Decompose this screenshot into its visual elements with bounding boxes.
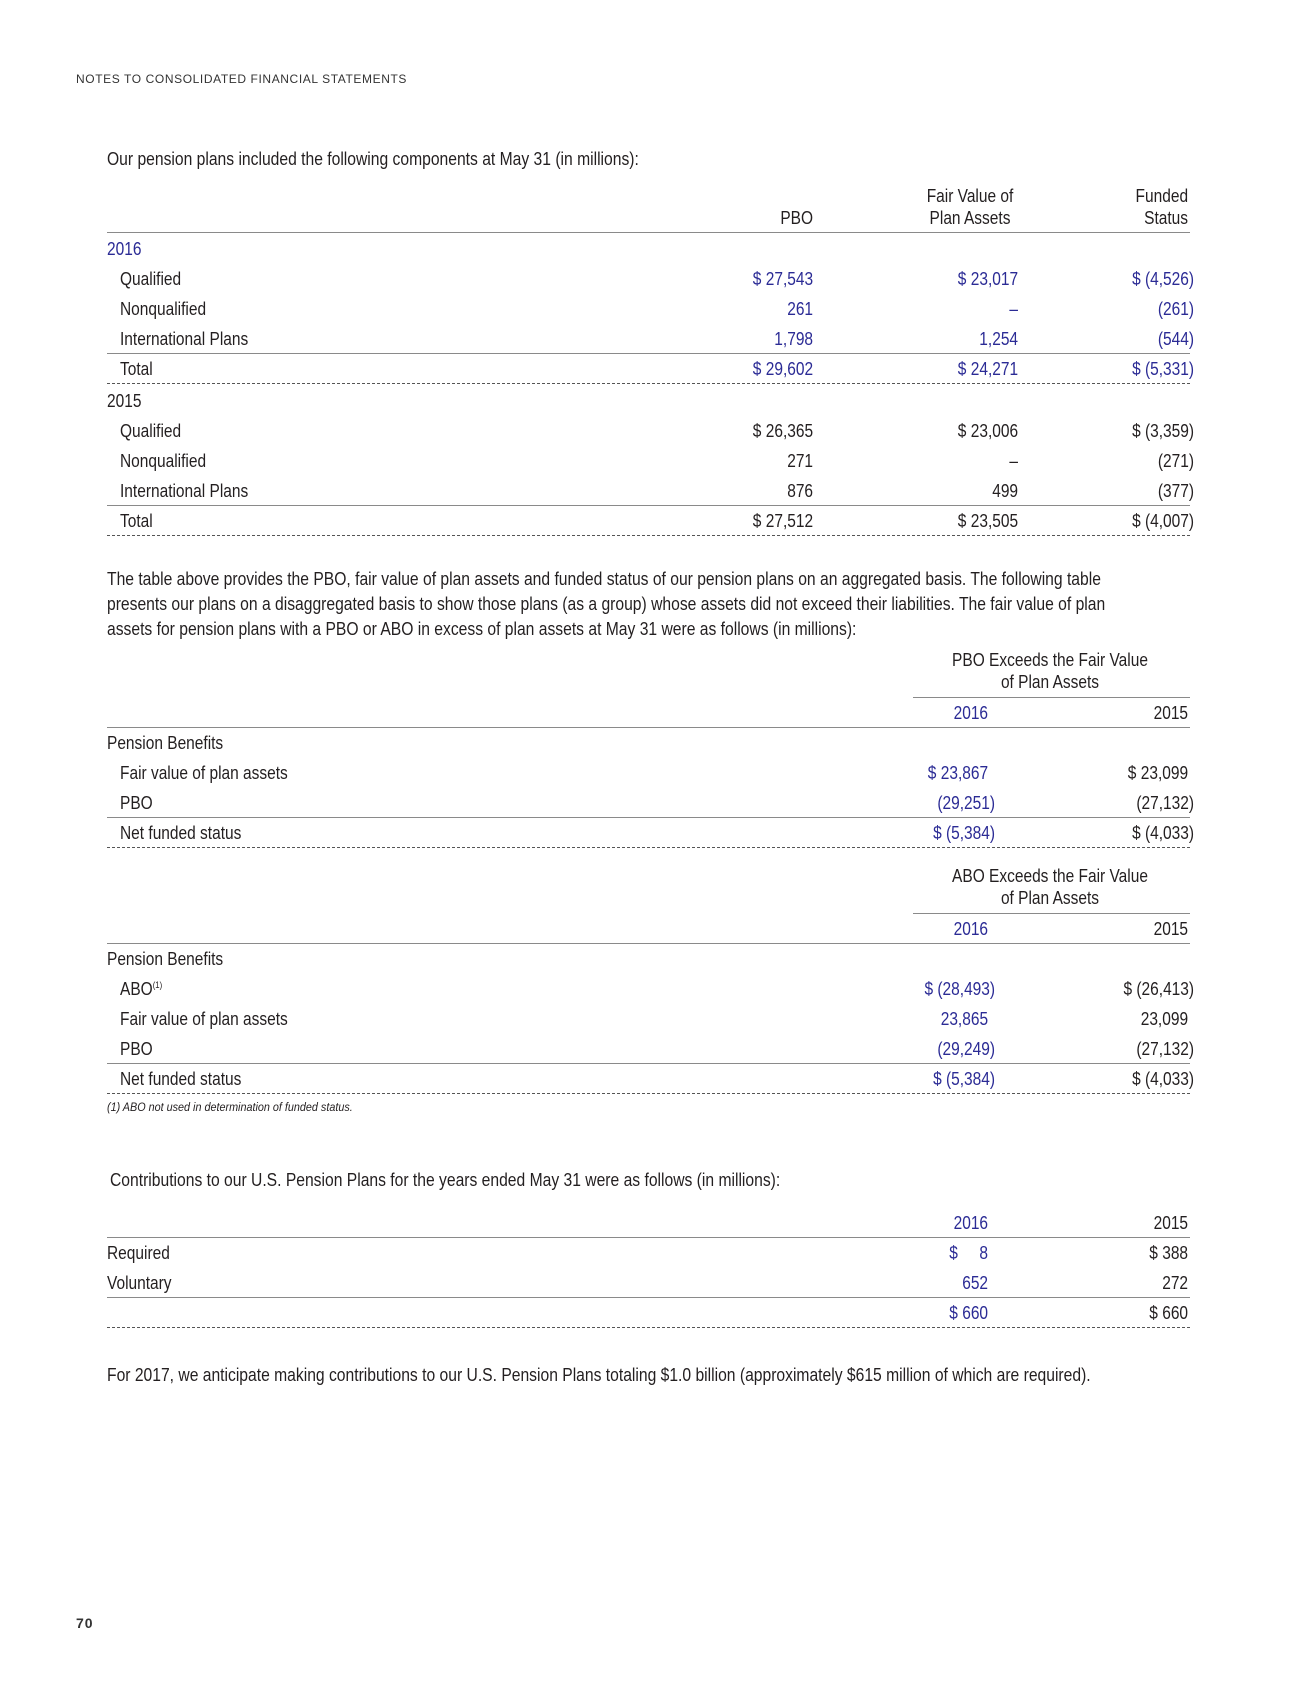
col-header-fv-line2: Plan Assets [929,208,1011,228]
row-label: Fair value of plan assets [120,1009,288,1029]
row-label: Nonqualified [120,451,207,471]
pbo-value: 1,798 [774,329,813,349]
value-2016: $ 8 [949,1243,988,1263]
fv-value: $ 23,006 [957,421,1018,441]
value-2016-total: $ 660 [949,1303,988,1323]
col-header-2015: 2015 [1153,1213,1188,1233]
table3-header-rule [913,913,1190,914]
total-dashed-rule [107,1327,1190,1328]
value-2016-total: $ (5,384) [933,1069,995,1089]
fs-value: (271) [1157,451,1194,471]
table2-column-rule [107,727,1190,728]
value-2016: $ (28,493) [924,979,995,999]
value-2015: $ 388 [1149,1243,1188,1263]
value-2015: (27,132) [1136,1039,1194,1059]
row-label: Qualified [120,421,182,441]
value-2015-total: $ (4,033) [1132,1069,1194,1089]
fv-value: 499 [992,481,1018,501]
col-header-2016: 2016 [953,703,988,723]
row-label-total: Net funded status [120,1069,242,1089]
subtotal-rule [107,1297,1190,1298]
row-label: Fair value of plan assets [120,763,288,783]
pbo-value: $ 26,365 [752,421,813,441]
row-label: Required [107,1243,170,1263]
total-dashed-rule [107,383,1190,384]
footnote-marker: (1) [152,980,163,990]
value-2015: $ 23,099 [1127,763,1188,783]
fv-value: – [1009,451,1018,471]
fv-value: $ 23,017 [957,269,1018,289]
value-2015: 23,099 [1140,1009,1188,1029]
col-header-fv-line1: Fair Value of [926,186,1014,206]
value-2015: $ (26,413) [1123,979,1194,999]
fs-value: $ (4,526) [1132,269,1194,289]
year-label-2015: 2015 [107,391,142,411]
page-number: 70 [76,1615,94,1631]
row-label: Qualified [120,269,182,289]
running-header: NOTES TO CONSOLIDATED FINANCIAL STATEMENTS [76,72,408,86]
pbo-value: $ 27,543 [752,269,813,289]
fs-value: (377) [1157,481,1194,501]
fs-value: (544) [1157,329,1194,349]
col-header-2015: 2015 [1153,919,1188,939]
value-2016: $ 23,867 [927,763,988,783]
value-2016: 652 [962,1273,988,1293]
value-2015-total: $ 660 [1149,1303,1188,1323]
table2-header-line2: of Plan Assets [1000,672,1100,692]
fs-value: (261) [1157,299,1194,319]
col-header-fs-line2: Status [1144,208,1188,228]
col-header-2016: 2016 [953,919,988,939]
section-label: Pension Benefits [107,733,224,753]
row-label: PBO [120,793,153,813]
table3-column-rule [107,943,1190,944]
row-label-abo [120,979,162,1000]
fs-value: $ (3,359) [1132,421,1194,441]
subtotal-rule [107,1063,1190,1064]
pbo-value: 271 [787,451,813,471]
paragraph-line: assets for pension plans with a PBO or ABO in excess of plan assets at May 31 were as follows (in millions): [107,619,857,639]
col-header-2015: 2015 [1153,703,1188,723]
paragraph-line: The table above provides the PBO, fair value of plan assets and funded status of our pension plans on an aggregated basis. The following table [107,569,1101,589]
table4-column-rule [107,1237,1190,1238]
abo-label: ABO [120,979,153,999]
row-label-total: Net funded status [120,823,242,843]
pbo-value: 261 [787,299,813,319]
col-header-fs-line1: Funded [1135,186,1188,206]
total-dashed-rule [107,535,1190,536]
pbo-total: $ 27,512 [752,511,813,531]
fv-total: $ 24,271 [957,359,1018,379]
row-label: Nonqualified [120,299,207,319]
table1-intro: Our pension plans included the following components at May 31 (in millions): [107,149,639,169]
total-dashed-rule [107,1093,1190,1094]
fv-value: 1,254 [979,329,1018,349]
fv-value: – [1009,299,1018,319]
year-label-2016: 2016 [107,239,142,259]
col-header-2016: 2016 [953,1213,988,1233]
table2-header-line1: PBO Exceeds the Fair Value [952,650,1148,670]
row-label: Voluntary [107,1273,172,1293]
table3-header-line1: ABO Exceeds the Fair Value [952,866,1148,886]
table1-header-rule [107,232,1190,233]
fv-total: $ 23,505 [957,511,1018,531]
subtotal-rule [107,505,1190,506]
fs-total: $ (4,007) [1132,511,1194,531]
value-2016: 23,865 [940,1009,988,1029]
pbo-value: 876 [787,481,813,501]
value-2016-total: $ (5,384) [933,823,995,843]
table4-intro: Contributions to our U.S. Pension Plans for the years ended May 31 were as follows (in millions): [110,1170,781,1190]
row-label: International Plans [120,481,249,501]
paragraph-line: presents our plans on a disaggregated basis to show those plans (as a group) whose assets did not exceed their liabilities. The fair value of plan [107,594,1106,614]
col-header-pbo: PBO [780,208,813,228]
subtotal-rule [107,817,1190,818]
closing-paragraph: For 2017, we anticipate making contributions to our U.S. Pension Plans totaling $1.0 billion (approximately $615 million of which are required). [107,1365,1091,1385]
table2-header-rule [913,697,1190,698]
table3-header-line2: of Plan Assets [1000,888,1100,908]
value-2015: (27,132) [1136,793,1194,813]
value-2016: (29,249) [937,1039,995,1059]
fs-total: $ (5,331) [1132,359,1194,379]
value-2016: (29,251) [937,793,995,813]
section-label: Pension Benefits [107,949,224,969]
value-2015: 272 [1162,1273,1188,1293]
pbo-total: $ 29,602 [752,359,813,379]
row-label-total: Total [120,511,153,531]
total-dashed-rule [107,847,1190,848]
row-label-total: Total [120,359,153,379]
value-2015-total: $ (4,033) [1132,823,1194,843]
footnote: (1) ABO not used in determination of funded status. [107,1100,353,1114]
row-label: International Plans [120,329,249,349]
subtotal-rule [107,353,1190,354]
row-label: PBO [120,1039,153,1059]
